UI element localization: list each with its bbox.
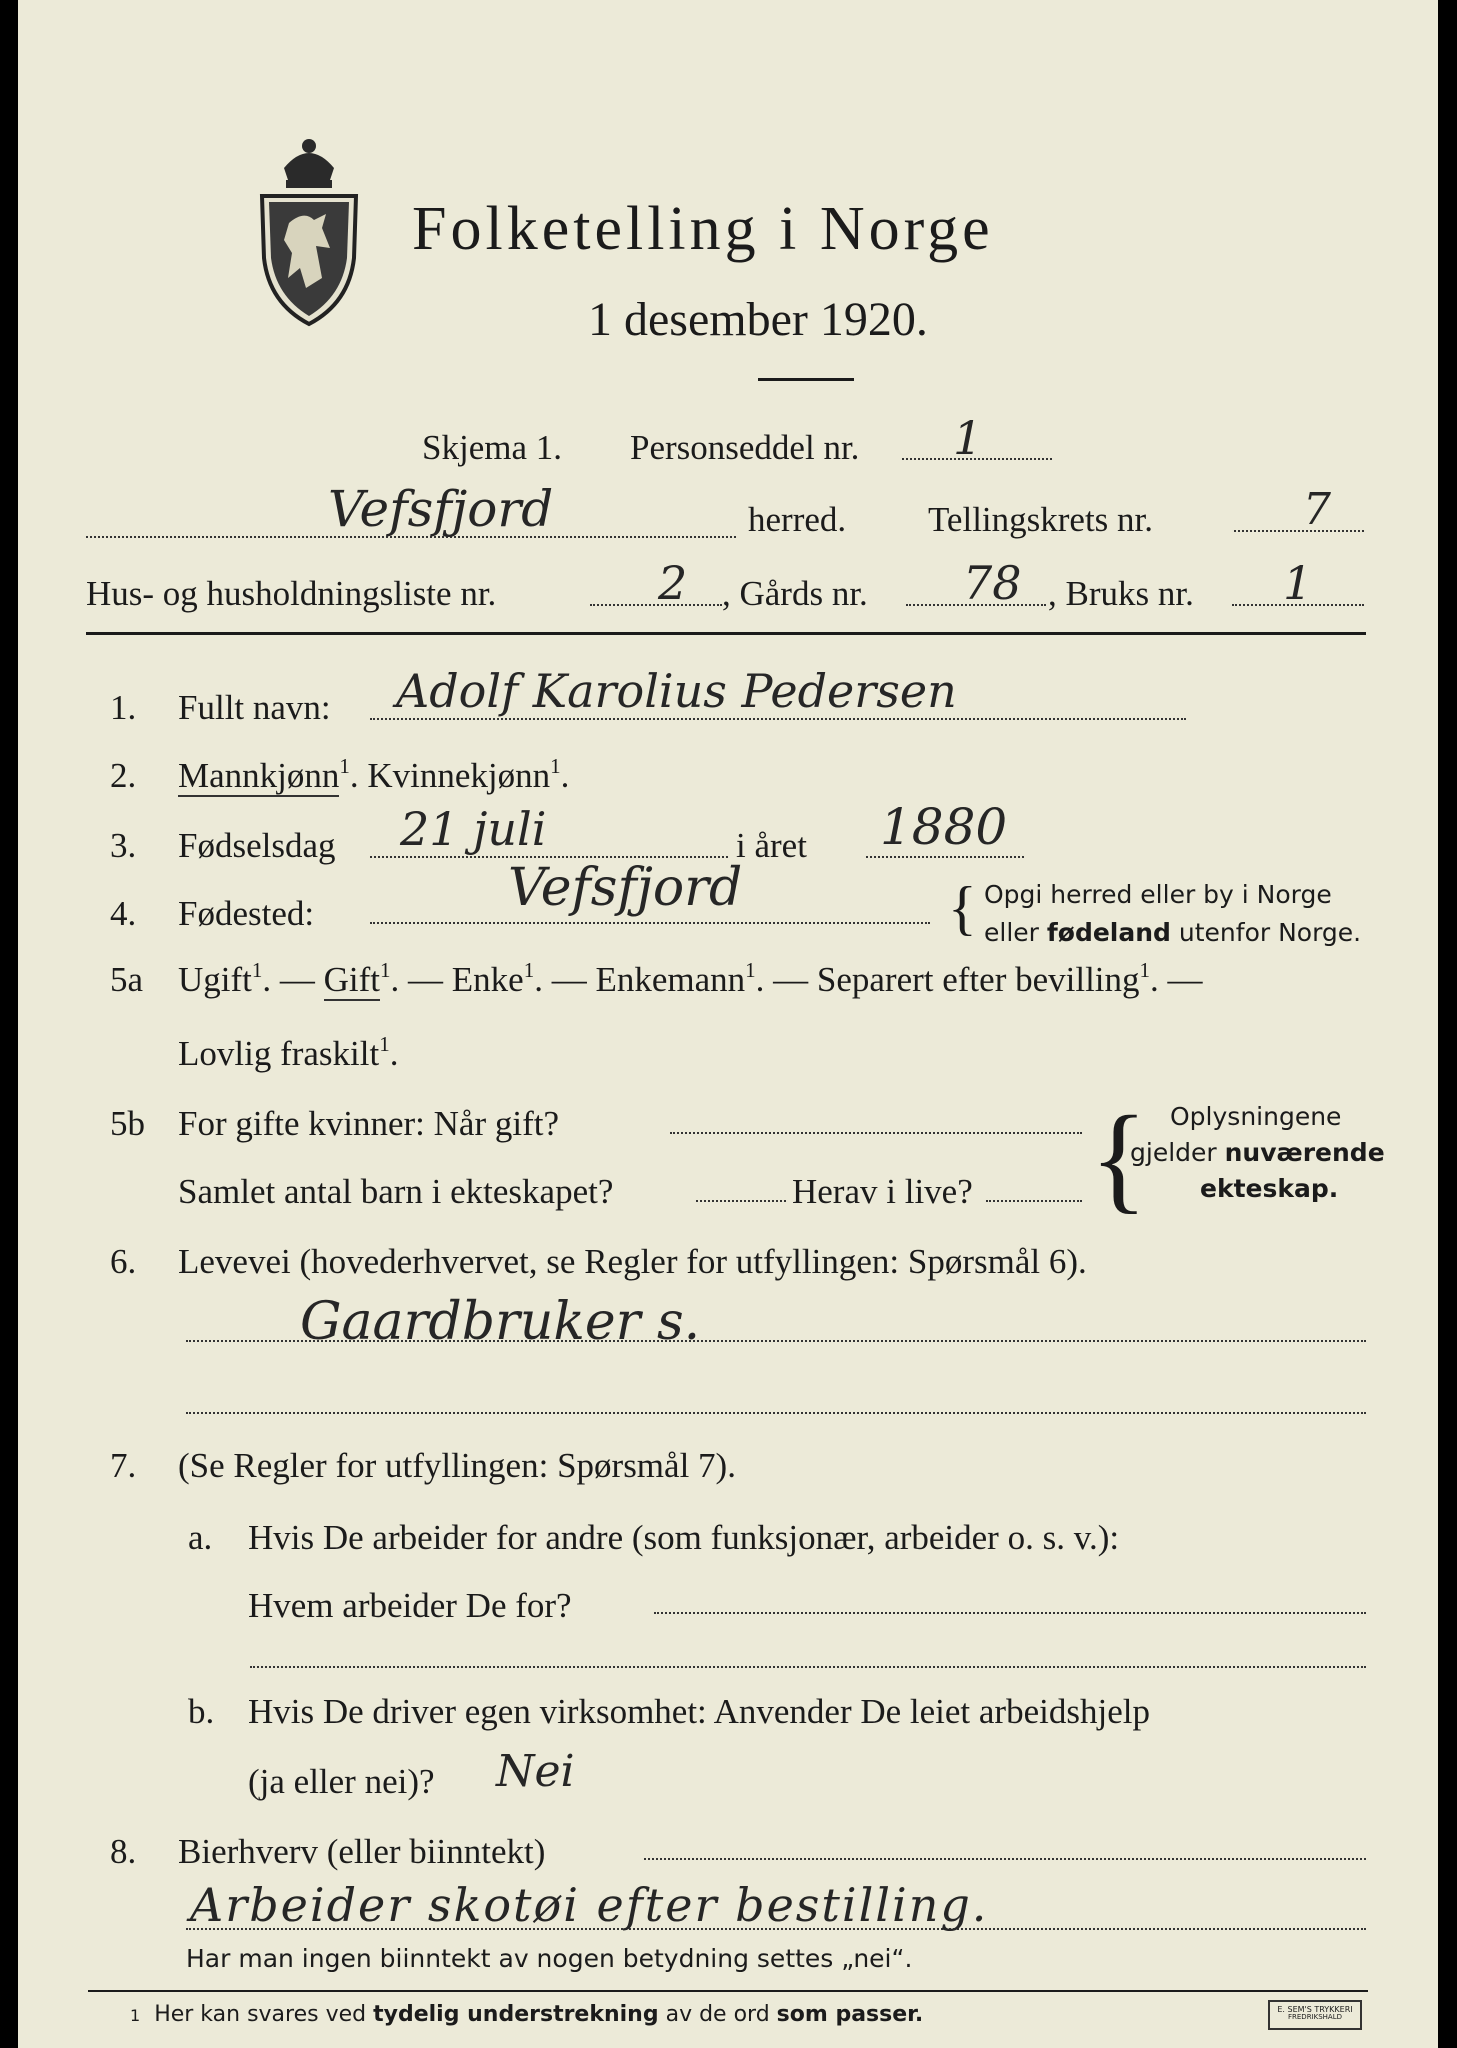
footnote: 1 Her kan svares ved tydelig understrekning av de ord som passer.	[130, 2002, 924, 2027]
q6-line2	[186, 1412, 1366, 1414]
q7b-question: (ja eller nei)?	[248, 1762, 435, 1801]
q4-note-line1: Opgi herred eller by i Norge	[984, 880, 1332, 909]
q5b-note-brace: {	[1090, 1091, 1148, 1224]
q1-value: Adolf Karolius Pedersen	[396, 664, 957, 718]
q5b-label2: Samlet antal barn i ekteskapet?	[178, 1172, 614, 1211]
option-enke[interactable]: Enke	[451, 960, 524, 999]
q7b-text: Hvis De driver egen virksomhet: Anvender De leiet arbeidshjelp	[248, 1692, 1150, 1731]
q8-label: Bierhverv (eller biinntekt)	[178, 1832, 546, 1871]
q7a-line1	[654, 1612, 1366, 1614]
gards-label: , Gårds nr.	[722, 574, 868, 613]
q6-number: 6.	[110, 1242, 137, 1281]
q8-note: Har man ingen biinntekt av nogen betydning settes „nei“.	[186, 1944, 913, 1973]
q7a-letter: a.	[188, 1518, 213, 1557]
q1-line	[370, 718, 1186, 720]
q4-label: Fødested:	[178, 894, 315, 933]
q5b-children-line	[696, 1200, 786, 1202]
option-mannkjonn[interactable]: Mannkjønn	[178, 756, 340, 795]
hus-label: Hus- og husholdningsliste nr.	[86, 574, 497, 613]
q5b-married-line	[670, 1132, 1082, 1134]
q4-value: Vefsfjord	[508, 858, 743, 918]
form-title: Folketelling i Norge	[412, 195, 994, 263]
q8-line1	[644, 1858, 1366, 1860]
printer-line2: FREDRIKSHALD	[1287, 2013, 1342, 2021]
q2-options: Mannkjønn$^1$. Kvinnekjønn$^1$.	[178, 754, 570, 795]
personseddel-label: Personseddel nr.	[630, 428, 860, 467]
q7b-value: Nei	[496, 1746, 575, 1797]
skjema-label: Skjema 1.	[422, 428, 562, 467]
herred-label: herred.	[748, 500, 847, 539]
q5b-note3: ekteskap.	[1200, 1174, 1339, 1203]
q3-year-line	[866, 856, 1024, 858]
option-gift[interactable]: Gift	[323, 960, 381, 999]
census-date: 1 desember 1920.	[588, 293, 928, 346]
q6-value: Gaardbruker s.	[300, 1292, 701, 1352]
printer-line1: E. SEM'S TRYKKERI	[1277, 2005, 1353, 2014]
q7a-question: Hvem arbeider De for?	[248, 1586, 572, 1625]
q8-number: 8.	[110, 1832, 137, 1871]
q3-label: Fødselsdag	[178, 826, 336, 865]
option-ugift[interactable]: Ugift	[178, 960, 252, 999]
q3-day-value: 21 juli	[400, 802, 547, 856]
q5b-label3: Herav i live?	[792, 1172, 973, 1211]
bruks-value: 1	[1283, 556, 1313, 610]
q4-number: 4.	[110, 894, 137, 933]
tellingskrets-line	[1234, 530, 1364, 532]
census-form	[18, 0, 1438, 2048]
q4-note-brace: {	[948, 875, 977, 941]
option-kvinnekjonn[interactable]: Kvinnekjønn	[367, 756, 551, 795]
q5b-alive-line	[986, 1200, 1082, 1202]
q7-label: (Se Regler for utfyllingen: Spørsmål 7).	[178, 1446, 736, 1485]
herred-value: Vefsfjord	[328, 480, 554, 538]
q3-number: 3.	[110, 826, 137, 865]
option-enkemann[interactable]: Enkemann	[595, 960, 746, 999]
q1-label: Fullt navn:	[178, 688, 331, 727]
title-divider	[758, 378, 854, 381]
personseddel-value: 1	[953, 411, 983, 465]
q5a-number: 5a	[110, 960, 144, 999]
q5b-note2: gjelder nuværende	[1130, 1138, 1385, 1167]
q3-year-label: i året	[736, 826, 807, 865]
option-separert[interactable]: Separert efter bevilling	[816, 960, 1140, 999]
q6-label: Levevei (hovederhvervet, se Regler for utfyllingen: Spørsmål 6).	[178, 1242, 1087, 1281]
q1-number: 1.	[110, 688, 137, 727]
footnote-divider	[88, 1990, 1368, 1992]
q5a-options: Ugift$^1$. — Gift$^1$. — Enke$^1$. — Enkemann$^1$. — Separert efter bevilling$^1$. —	[178, 958, 1203, 999]
q2-number: 2.	[110, 756, 137, 795]
q5b-label1: For gifte kvinner: Når gift?	[178, 1104, 560, 1143]
hus-line	[590, 604, 722, 606]
q3-year-value: 1880	[880, 798, 1008, 856]
hus-value: 2	[658, 556, 688, 610]
q7b-letter: b.	[188, 1692, 215, 1731]
tellingskrets-value: 7	[1303, 484, 1331, 535]
q7a-line2	[250, 1666, 1366, 1668]
tellingskrets-label: Tellingskrets nr.	[928, 500, 1154, 539]
q8-value: Arbeider skotøi efter bestilling.	[190, 1878, 989, 1932]
q7a-text: Hvis De arbeider for andre (som funksjonær, arbeider o. s. v.):	[248, 1518, 1120, 1557]
q4-note-line2: eller fødeland utenfor Norge.	[984, 918, 1362, 947]
gards-value: 78	[963, 556, 1022, 610]
q4-line	[370, 922, 930, 924]
option-lovlig-fraskilt[interactable]: Lovlig fraskilt	[178, 1034, 380, 1073]
q5b-number: 5b	[110, 1104, 145, 1143]
header-divider	[86, 632, 1366, 635]
norwegian-coat-of-arms-icon	[244, 128, 374, 328]
q5a-line2: Lovlig fraskilt$^1$.	[178, 1032, 399, 1073]
q5b-note1: Oplysningene	[1170, 1102, 1342, 1131]
bruks-label: , Bruks nr.	[1048, 574, 1194, 613]
q7-number: 7.	[110, 1446, 137, 1485]
printer-mark	[1268, 2000, 1362, 2030]
